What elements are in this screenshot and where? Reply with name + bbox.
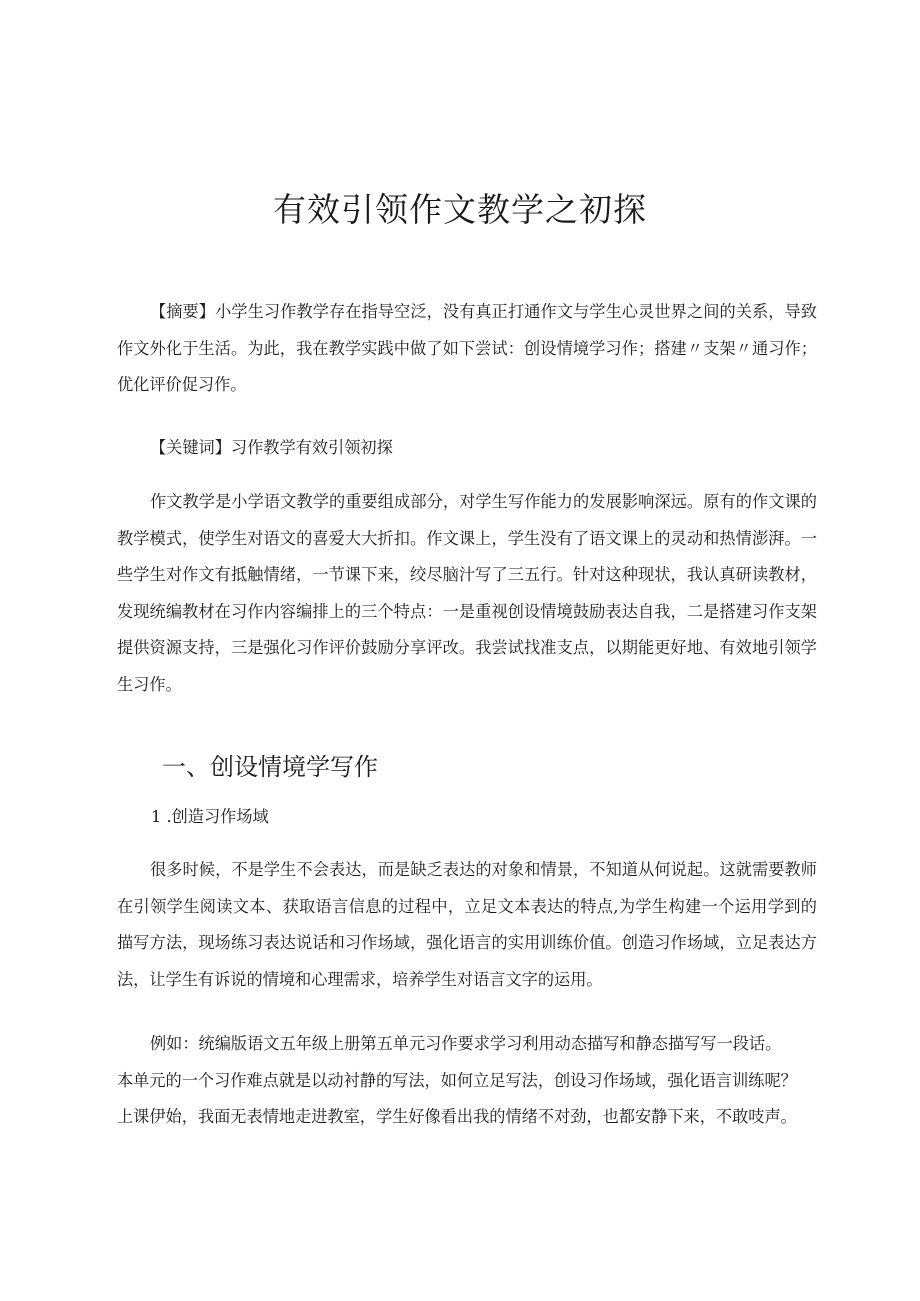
keywords-paragraph: 【关键词】习作教学有效引领初探 (150, 438, 393, 457)
body-paragraph: 很多时候，不是学生不会表达，而是缺乏表达的对象和情景，不知道从何说起。这就需要教师在引领学生阅读文本、获取语言信息的过程中，立足文本表达的特点,为学生构建一个运用学到的描写方法，现场练习表达说话和习作场域，强化语言的实用训练价值。创造习作场域，立足表达方法，让学生有诉说的情境和心理需求，培养学生对语言文字的运用。 (117, 860, 817, 989)
intro-paragraph: 作文教学是小学语文教学的重要组成部分，对学生写作能力的发展影响深远。原有的作文课的教学模式，使学生对语文的喜爱大大折扣。作文课上，学生没有了语文课上的灵动和热情澎湃。一些学生对作文有抵触情绪，一节课下来，绞尽脑汁写了三五行。针对这种现状，我认真研读教材，发现统编教材在习作内容编排上的三个特点：一是重视创设情境鼓励表达自我，二是搭建习作支架提供资源支持，三是强化习作评价鼓励分享评改。我尝试找准支点，以期能更好地、有效地引领学生习作。 (117, 492, 817, 694)
example-paragraph (117, 1026, 817, 1136)
document-title: 有效引领作文教学之初探 (273, 190, 647, 230)
example-line: 本单元的一个习作难点就是以动衬静的写法，如何立足写法，创设习作场域，强化语言训练呢？ (117, 1070, 797, 1090)
sub-heading: 1 .创造习作场域 (151, 807, 269, 826)
example-line: 例如：统编版语文五年级上册第五单元习作要求学习利用动态描写和静态描写写一段话。 (150, 1034, 782, 1053)
abstract-paragraph: 【摘要】小学生习作教学存在指导空泛，没有真正打通作文与学生心灵世界之间的关系，导致作文外化于生活。为此，我在教学实践中做了如下尝试：创设情境学习作；搭建〃支架〃通习作；优化评价促习作。 (117, 302, 817, 394)
example-line: 上课伊始，我面无表情地走进教室，学生好像看出我的情绪不对劲，也都安静下来，不敢吱声。 (117, 1107, 797, 1126)
section-heading: 一、创设情境学写作 (162, 752, 378, 781)
